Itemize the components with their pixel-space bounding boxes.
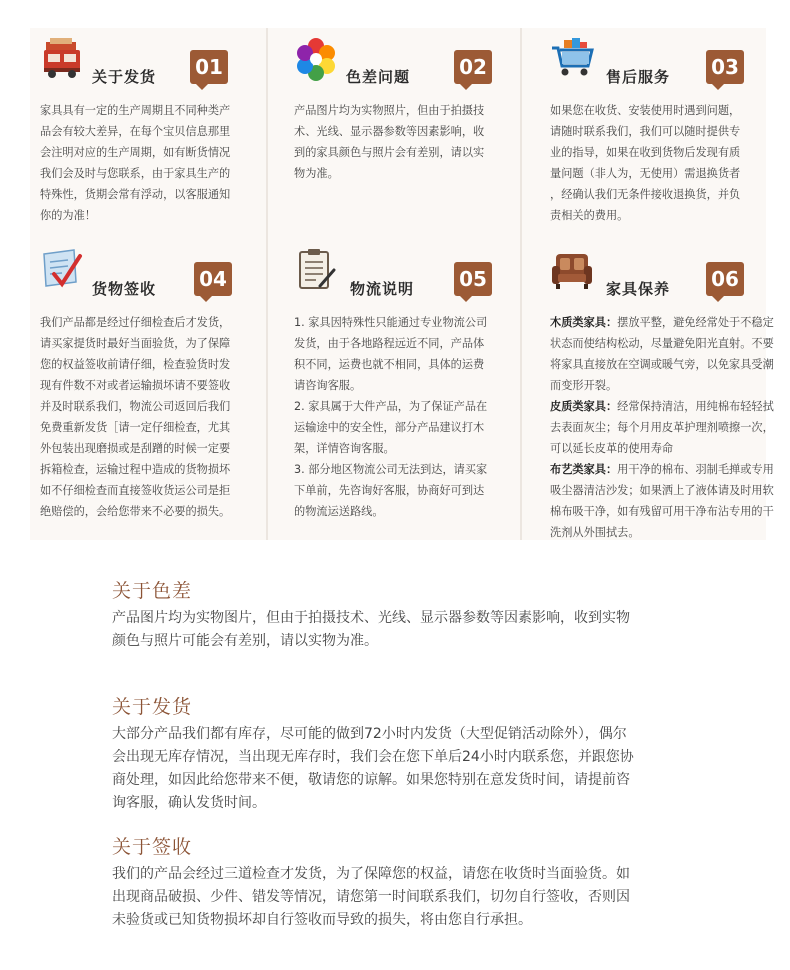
card-number-badge: 06 <box>706 262 744 296</box>
card-maintenance <box>550 248 780 543</box>
card-body: 我们产品都是经过仔细检查后才发货， 请买家提货时最好当面验货，为了保障 您的权益签收前请仔细，检查验货时发 现有件数不对或者运输损坏请不要签收 并及时联系我们，物流公司返回后我们 免费重新发货［请一定仔细检查，尤其 外包装出现磨损或是刮蹭的时候一定要 拆箱检查，运输过程中造成的货物损坏 如不仔细检查而直接签收货运公司是拒 绝赔偿的，会给您带来不必要的损失。 <box>40 316 231 518</box>
card-receipt <box>40 248 270 522</box>
card-title: 售后服务 <box>606 68 671 86</box>
section-shipping <box>112 692 712 815</box>
card-color-difference <box>294 36 524 184</box>
card-title: 物流说明 <box>350 280 415 298</box>
card-title: 关于发货 <box>92 68 157 86</box>
card-number-badge: 05 <box>454 262 492 296</box>
card-body: 如果您在收货、安装使用时遇到问题， 请随时联系我们，我们可以随时提供专 业的指导，如果在收到货物后发现有质 量问题（非人为，无使用）需退换货者 ，经确认我们无条件接收退换货，并负 责相关的费用。 <box>550 104 741 222</box>
section-title: 关于发货 <box>112 696 193 718</box>
maintenance-item: 布艺类家具：用干净的棉布、羽制毛掸或专用吸尘器清洁沙发；如果洒上了液体请及时用软棉布吸干净，如有残留可用干净布沾专用的干洗剂从外围拭去。 <box>550 463 774 539</box>
card-body <box>550 312 780 543</box>
clipboard-icon <box>294 248 338 296</box>
color-wheel-icon <box>294 36 338 84</box>
card-body: 产品图片均为实物照片，但由于拍摄技 术、光线、显示器参数等因素影响，收 到的家具颜色与照片会有差别，请以实 物为准。 <box>294 104 485 180</box>
section-title: 关于签收 <box>112 836 193 858</box>
maintenance-item: 皮质类家具：经常保持清洁，用纯棉布轻轻拭去表面灰尘；每个月用皮革护理剂喷擦一次，可以延长皮革的使用寿命 <box>550 400 774 455</box>
service-grid <box>30 28 774 540</box>
shopping-cart-icon <box>550 36 594 84</box>
card-logistics <box>294 248 524 522</box>
section-text: 大部分产品我们都有库存，尽可能的做到72小时内发货（大型促销活动除外），偶尔 会出现无库存情况，当出现无库存时，我们会在您下单后24小时内联系您，并跟您协 商处理，如因此给您带来不便，敬请您的谅解。如果您特别在意发货时间，请提前咨 询客服，确认发货时间。 <box>112 726 634 811</box>
card-body: 1. 家具因特殊性只能通过专业物流公司 发货，由于各地路程远近不同，产品体 积不同，运费也就不相同，具体的运费 请咨询客服。 2. 家具属于大件产品，为了保证产品在 运输途中的安全性，部分产品建议打木 架，详情咨询客服。 3. 部分地区物流公司无法到达，请买家 下单前，先咨询好客服，协商好可到达 的物流运送路线。 <box>294 316 488 518</box>
sofa-icon <box>550 248 594 296</box>
card-number-badge: 03 <box>706 50 744 84</box>
section-color-difference <box>112 576 712 653</box>
card-shipping <box>40 36 270 226</box>
maintenance-item: 木质类家具：摆放平整，避免经常处于不稳定状态而使结构松动，尽量避免阳光直射。不要将家具直接放在空调或暖气旁，以免家具受潮而变形开裂。 <box>550 316 774 392</box>
card-body: 家具具有一定的生产周期且不同种类产 品会有较大差异，在每个宝贝信息那里 会注明对应的生产周期，如有断货情况 我们会及时与您联系，由于家具生产的 特殊性，货期会常有浮动，以客服通知 你的为准！ <box>40 104 231 222</box>
truck-icon <box>40 36 84 84</box>
card-number-badge: 04 <box>194 262 232 296</box>
section-receipt <box>112 832 712 932</box>
card-title: 货物签收 <box>92 280 157 298</box>
card-number-badge: 02 <box>454 50 492 84</box>
section-text: 我们的产品会经过三道检查才发货，为了保障您的权益，请您在收货时当面验货。如 出现商品破损、少件、错发等情况，请您第一时间联系我们，切勿自行签收，否则因 未验货或已知货物损坏却自行签收而导致的损失，将由您自行承担。 <box>112 866 630 928</box>
card-title: 家具保养 <box>606 280 671 298</box>
card-number-badge: 01 <box>190 50 228 84</box>
section-title: 关于色差 <box>112 580 193 602</box>
card-title: 色差问题 <box>346 68 411 86</box>
checklist-icon <box>40 248 84 296</box>
card-after-sales <box>550 36 780 226</box>
section-text: 产品图片均为实物图片，但由于拍摄技术、光线、显示器参数等因素影响，收到实物 颜色与照片可能会有差别，请以实物为准。 <box>112 610 630 649</box>
